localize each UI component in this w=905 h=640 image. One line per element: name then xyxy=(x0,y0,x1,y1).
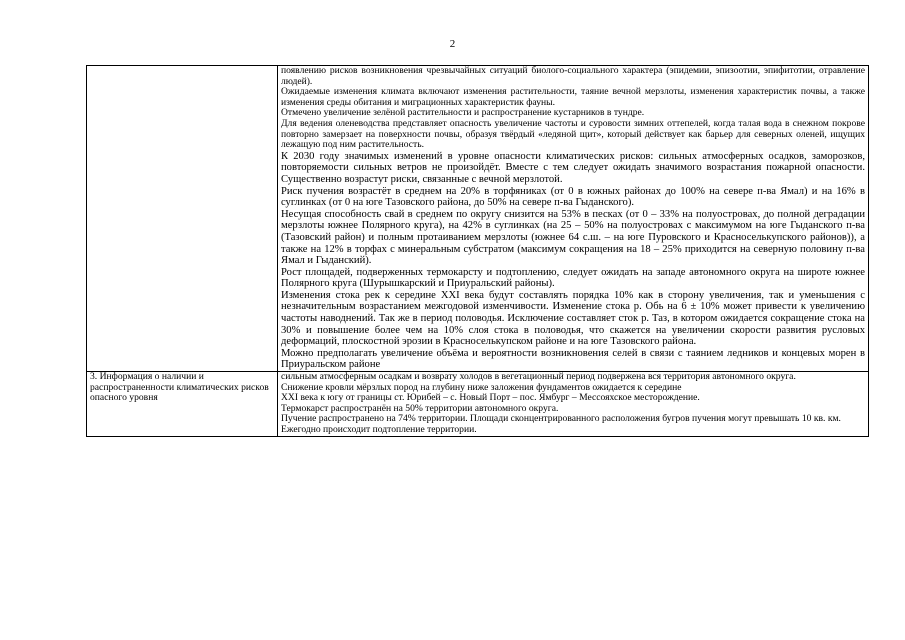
paragraph: К 2030 году значимых изменений в уровне опасности климатических рисков: сильных атмосферных осадков, заморозков, повторяемости сильных ветров не произойдёт. Вместе с тем следует ожидать значимого возрастания пожарной опасности. Существенно возрастут риски, связанные с вечной мерзлотой. xyxy=(281,150,865,185)
paragraph: Рост площадей, подверженных термокарсту и подтоплению, следует ожидать на западе автономного округа на широте южнее Полярного круга (Шурышкарский и Приуральский районы). xyxy=(281,266,865,290)
paragraph: Можно предполагать увеличение объёма и вероятности возникновения селей в связи с таянием ледников и концевых морен в Приуральском районе xyxy=(281,347,865,371)
content-table xyxy=(86,65,869,437)
table-row xyxy=(87,372,869,437)
paragraph: Риск пучения возрастёт в среднем на 20% в торфяниках (от 0 в южных районах до 100% на севере п-ва Ямал) и на 16% в суглинках (от 0 на юге Тазовского района, до 50% на севере п-ва Гыданского). xyxy=(281,185,865,209)
paragraph: Отмечено увеличение зелёной растительности и распространение кустарников в тундре. xyxy=(281,107,645,119)
paragraph: появлению рисков возникновения чрезвычайных ситуаций биолого-социального характера (эпидемии, эпизоотии, эпифитотии, отравление людей). xyxy=(281,65,865,87)
row-label-cell xyxy=(87,66,278,372)
row-content-cell xyxy=(278,372,869,437)
paragraph: Ежегодно происходит подтопление территории. xyxy=(281,424,477,435)
paragraph: Для ведения оленеводства представляет опасность увеличение частоты и суровости зимних оттепелей, когда талая вода в снежном покрове повторно замерзает на поверхности почвы, образуя твёрдый «ледяной щит», который действует как барьер для северных оленей, ищущих лежащую под ним растительность. xyxy=(281,117,865,151)
paragraph: Термокарст распространён на 50% территории автономного округа. xyxy=(281,402,559,414)
paragraph: Пучение распространено на 74% территории. Площади сконцентрированного расположения бугров пучения могут превышать 10 кв. км. xyxy=(281,413,841,425)
paragraph: Снижение кровли мёрзлых пород на глубину ниже заложения фундаментов ожидается к середине xyxy=(281,381,682,393)
page-number: 2 xyxy=(449,38,456,50)
table-row xyxy=(87,66,869,372)
paragraph: Ожидаемые изменения климата включают изменения растительности, таяние вечной мерзлоты, изменения характеристик почвы, а также изменения среды обитания и миграционных характеристик фауны. xyxy=(281,86,865,108)
paragraph: Несущая способность свай в среднем по округу снизится на 53% в песках (от 0 – 33% на полуостровах, до полной деградации мерзлоты южнее Полярного круга), на 42% в суглинках (на 25 – 50% на полуостровах с максимумом на юге Гыданского п-ва (Тазовский район) и полным протаиванием мерзлоты (южнее 64 с.ш. – на юге Пуровского и Красноселькупского районов)), а также на 12% в торфах с минеральным субстратом (максимум сокращения на 18 – 25% приходится на северную половину п-ва Ямал и Гыданский). xyxy=(281,208,865,267)
paragraph: XXI века к югу от границы ст. Юрибей – с. Новый Порт – пос. Ямбург – Мессояхское месторождение. xyxy=(281,392,700,404)
paragraph: сильным атмосферным осадкам и возврату холодов в вегетационный период подвержена вся территория автономного округа. xyxy=(281,371,796,383)
row-content-cell xyxy=(278,66,869,372)
paragraph: Изменения стока рек к середине XXI века будут составлять порядка 10% как в сторону увеличения, так и уменьшения с незначительным возрастанием межгодовой изменчивости. Изменение стока р. Обь на 6 ± 10% может привести к увеличению частоты наводнений. Так же в период половодья. Исключение составляет сток р. Таз, в котором ожидается сокращение стока на 30% и повышение более чем на 10% слоя стока в половодья, что скажется на увеличении скорости развития русловых деформаций, плоскостной эрозии в Красноселькупском районе и на юге Тазовского района. xyxy=(281,289,865,348)
row-label-cell: 3. Информация о наличии и распространенности климатических рисков опасного уровня xyxy=(87,372,278,437)
